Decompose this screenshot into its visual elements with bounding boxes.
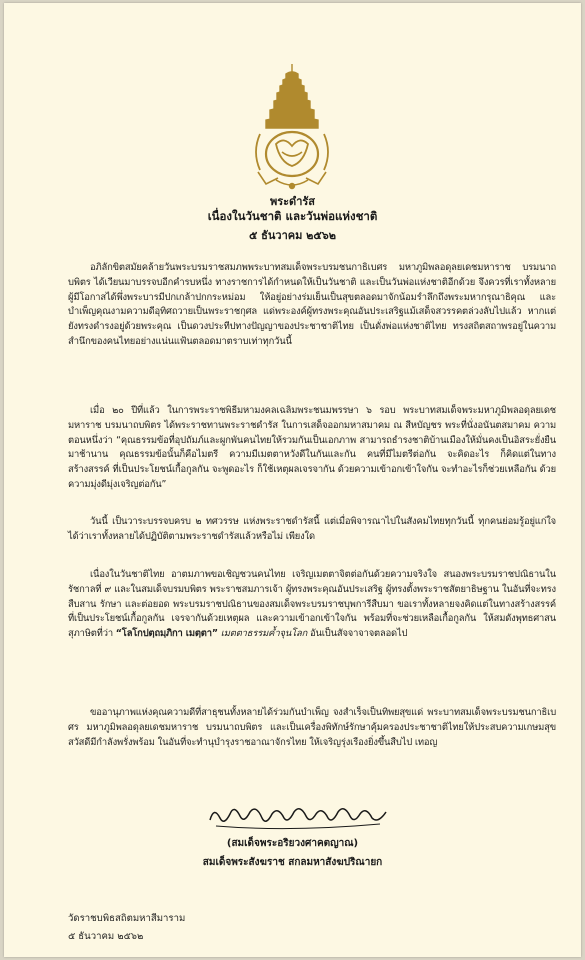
- document-subtitle: เนื่องในวันชาติ และวันพ่อแห่งชาติ: [207, 209, 378, 223]
- paragraph-3: วันนี้ เป็นวาระบรรจบครบ ๒ ทศวรรษ แห่งพระราชดำรัสนี้ แต่เมื่อพิจารณาไปในสังคมไทยทุกวันนี้ ทุกคนย่อมรู้อยู่แก่ใจได้ว่าเราทั้งหลายได้ปฏิบัติตามพระราชดำรัสแล้วหรือไม่ เพียงใด: [68, 516, 556, 542]
- signatory-name: (สมเด็จพระอริยวงศาคตญาณ): [226, 838, 359, 849]
- document-date: ๕ ธันวาคม ๒๕๖๒: [249, 229, 336, 242]
- document-title: พระดำรัส: [269, 195, 315, 208]
- paragraph-1: อภิลักขิตสมัยคล้ายวันพระบรมราชสมภพพระบาทสมเด็จพระบรมชนกาธิเบศร มหาภูมิพลอดุลยเดชมหาราช บรมนาถบพิตร ได้เวียนมาบรรจบอีกคำรบหนึ่ง ทางราชการได้กำหนดให้เป็นวันชาติ และเป็นวันพ่อแห่งชาติอีกด้วย จึงควรที่เราทั้งหลาย ผู้มีโอกาสได้พึ่งพระบารมีปกเกล้าปกกระหม่อม ให้อยู่อย่างร่มเย็นเป็นสุขตลอดมาจักน้อมรำลึกถึงพระมหากรุณาธิคุณ และบำเพ็ญคุณงามความดีอุทิศถวายเป็นพระราชกุศล แด่พระองค์ผู้ทรงพระคุณอันประเสริฐแม้เสด็จสวรรคตล่วงลับไปแล้ว หากแต่ยังทรงดำรงอยู่ด้วยพระคุณ เป็นดวงประทีปทางปัญญาของประชาชาติไทย เป็นดั่งพ่อแห่งชาติไทย ทรงสถิตสถาพรอยู่ในความสำนึกของคนไทยอย่างแน่นแฟ้นตลอดมาตราบเท่าทุกวันนี้: [68, 262, 556, 347]
- paragraph-4-text: เนื่องในวันชาติไทย อาตมภาพขอเชิญชวนคนไทย เจริญเมตตาจิตต่อกันด้วยความจริงใจ สนองพระบรมราชปณิธานในรัชกาลที่ ๙ และในสมเด็จบรมบพิตร พระราชสมภารเจ้า ผู้ทรงพระคุณอันประเสริฐ ผู้ทรงตั้งพระราชสัตยาธิษฐาน ในอันที่จะทรงสืบสาน รักษา และต่อยอด พระบรมราชปณิธานของสมเด็จพระบรมราชบุพการีสืบมา ขอเราทั้งหลายจงคิดแต่ในทางสร้างสรรค์ ที่เป็นประโยชน์เกื้อกูลกัน เจรจากันด้วยเหตุผล และความเข้าอกเข้าใจกัน พร้อมที่จะช่วยเหลือเกื้อกูลกัน ให้สมดังพุทธศาสนสุภาษิตที่ว่า: [68, 569, 556, 640]
- paragraph-5: ขออานุภาพแห่งคุณความดีที่สาธุชนทั้งหลายได้ร่วมกันบำเพ็ญ จงสำเร็จเป็นทิพยสุขแด่ พระบาทสมเด็จพระบรมชนกาธิเบศร มหาภูมิพลอดุลยเดชมหาราช บรมนาถบพิตร และเป็นเครื่องพิทักษ์รักษาคุ้มครองประชาชาติไทยให้ประสบความเกษมสุขสวัสดีมีกำลังพรั่งพร้อม ในอันที่จะทำนุบำรุงราชอาณาจักรไทย ให้เจริญรุ่งเรืองยิ่งขึ้นสืบไป เทอญ: [68, 707, 556, 748]
- royal-emblem-icon: [246, 62, 338, 192]
- quote-meaning: เมตตาธรรมค้ำจุนโลก: [220, 628, 308, 640]
- paragraph-4: [68, 568, 556, 642]
- paragraph-2: เมื่อ ๒๐ ปีที่แล้ว ในการพระราชพิธีมหามงคลเฉลิมพระชนมพรรษา ๖ รอบ พระบาทสมเด็จพระมหาภูมิพลอดุลยเดชมหาราช บรมนาถบพิตร ได้พระราชทานพระราชดำรัส ในการเสด็จออกมหาสมาคม ณ สีหบัญชร พระที่นั่งอนันตสมาคม ความตอนหนึ่งว่า “คุณธรรมข้อที่อุปถัมภ์และผูกพันคนไทยให้รวมกันเป็นเอกภาพ สามารถธำรงชาติบ้านเมืองให้มั่นคงเป็นอิสระยั่งยืนมาช้านาน คุณธรรมข้อนั้นก็คือไมตรี ความมีเมตตาหวังดีในกันและกัน คนที่มีไมตรีต่อกัน จะคิดอะไร ก็คิดแต่ในทางสร้างสรรค์ ที่เป็นประโยชน์เกื้อกูลกัน จะพูดอะไร ก็ใช้เหตุผลเจรจากัน ด้วยความเข้าอกเข้าใจกัน จะทำอะไรก็ช่วยเหลือกัน ด้วยความมุ่งดีมุ่งเจริญต่อกัน”: [68, 405, 556, 490]
- handwritten-signature: [200, 792, 400, 834]
- footer-place: วัดราชบพิธสถิตมหาสีมาราม: [68, 913, 186, 924]
- pali-quote: “โลโกปตฺถมฺภิกา เมตฺตา”: [115, 628, 218, 640]
- signatory-title: สมเด็จพระสังฆราช สกลมหาสังฆปริณายก: [202, 857, 383, 868]
- paragraph-4-end: อันเป็นสัจจาจาจตลอดไป: [310, 628, 408, 640]
- footer-date: ๕ ธันวาคม ๒๕๖๒: [68, 931, 144, 942]
